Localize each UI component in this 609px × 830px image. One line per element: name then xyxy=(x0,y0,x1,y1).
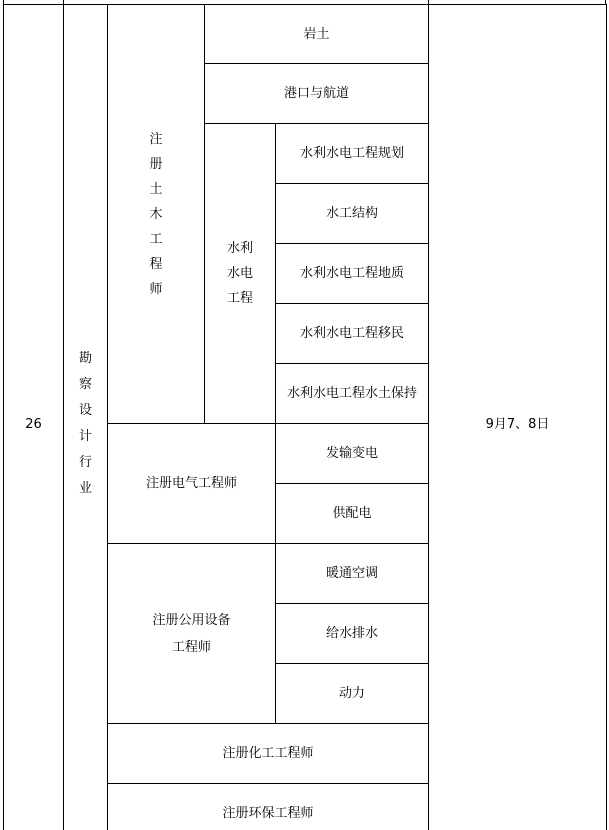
cell-power-supply: 供配电 xyxy=(276,484,429,544)
cell-hvac: 暖通空调 xyxy=(276,544,429,604)
exam-schedule-table xyxy=(3,4,607,830)
industry-vertical-text: 勘 察 设 计 行 业 xyxy=(78,351,92,496)
cell-public-equipment-engineer xyxy=(108,544,276,724)
cell-power-transmission: 发输变电 xyxy=(276,424,429,484)
civil-engineer-vertical-text: 注 册 土 木 工 程 师 xyxy=(149,131,163,297)
cell-industry xyxy=(64,5,108,830)
cell-hydro-resettlement: 水利水电工程移民 xyxy=(276,304,429,364)
cell-exam-date: 9月7、8日 xyxy=(429,5,607,830)
public-equipment-engineer-text: 注册公用设备 工程师 xyxy=(152,612,231,655)
cell-hydro-structure: 水工结构 xyxy=(276,184,429,244)
cell-chemical-engineer: 注册化工工程师 xyxy=(108,724,429,784)
cell-hydro-engineering xyxy=(205,124,276,424)
cell-seq-number: 26 xyxy=(4,5,64,830)
cell-hydro-soil-conservation: 水利水电工程水土保持 xyxy=(276,364,429,424)
cell-specialty-geotech: 岩土 xyxy=(205,5,429,64)
cell-civil-engineer xyxy=(108,5,205,424)
cell-environmental-engineer: 注册环保工程师 xyxy=(108,784,429,830)
cell-hydro-geology: 水利水电工程地质 xyxy=(276,244,429,304)
cell-hydro-planning: 水利水电工程规划 xyxy=(276,124,429,184)
cell-water-supply-drainage: 给水排水 xyxy=(276,604,429,664)
table-row xyxy=(4,5,607,64)
cell-dynamics: 动力 xyxy=(276,664,429,724)
hydro-engineering-text: 水利 水电 工程 xyxy=(226,241,253,306)
cell-electrical-engineer: 注册电气工程师 xyxy=(108,424,276,544)
cell-specialty-harbor: 港口与航道 xyxy=(205,64,429,124)
